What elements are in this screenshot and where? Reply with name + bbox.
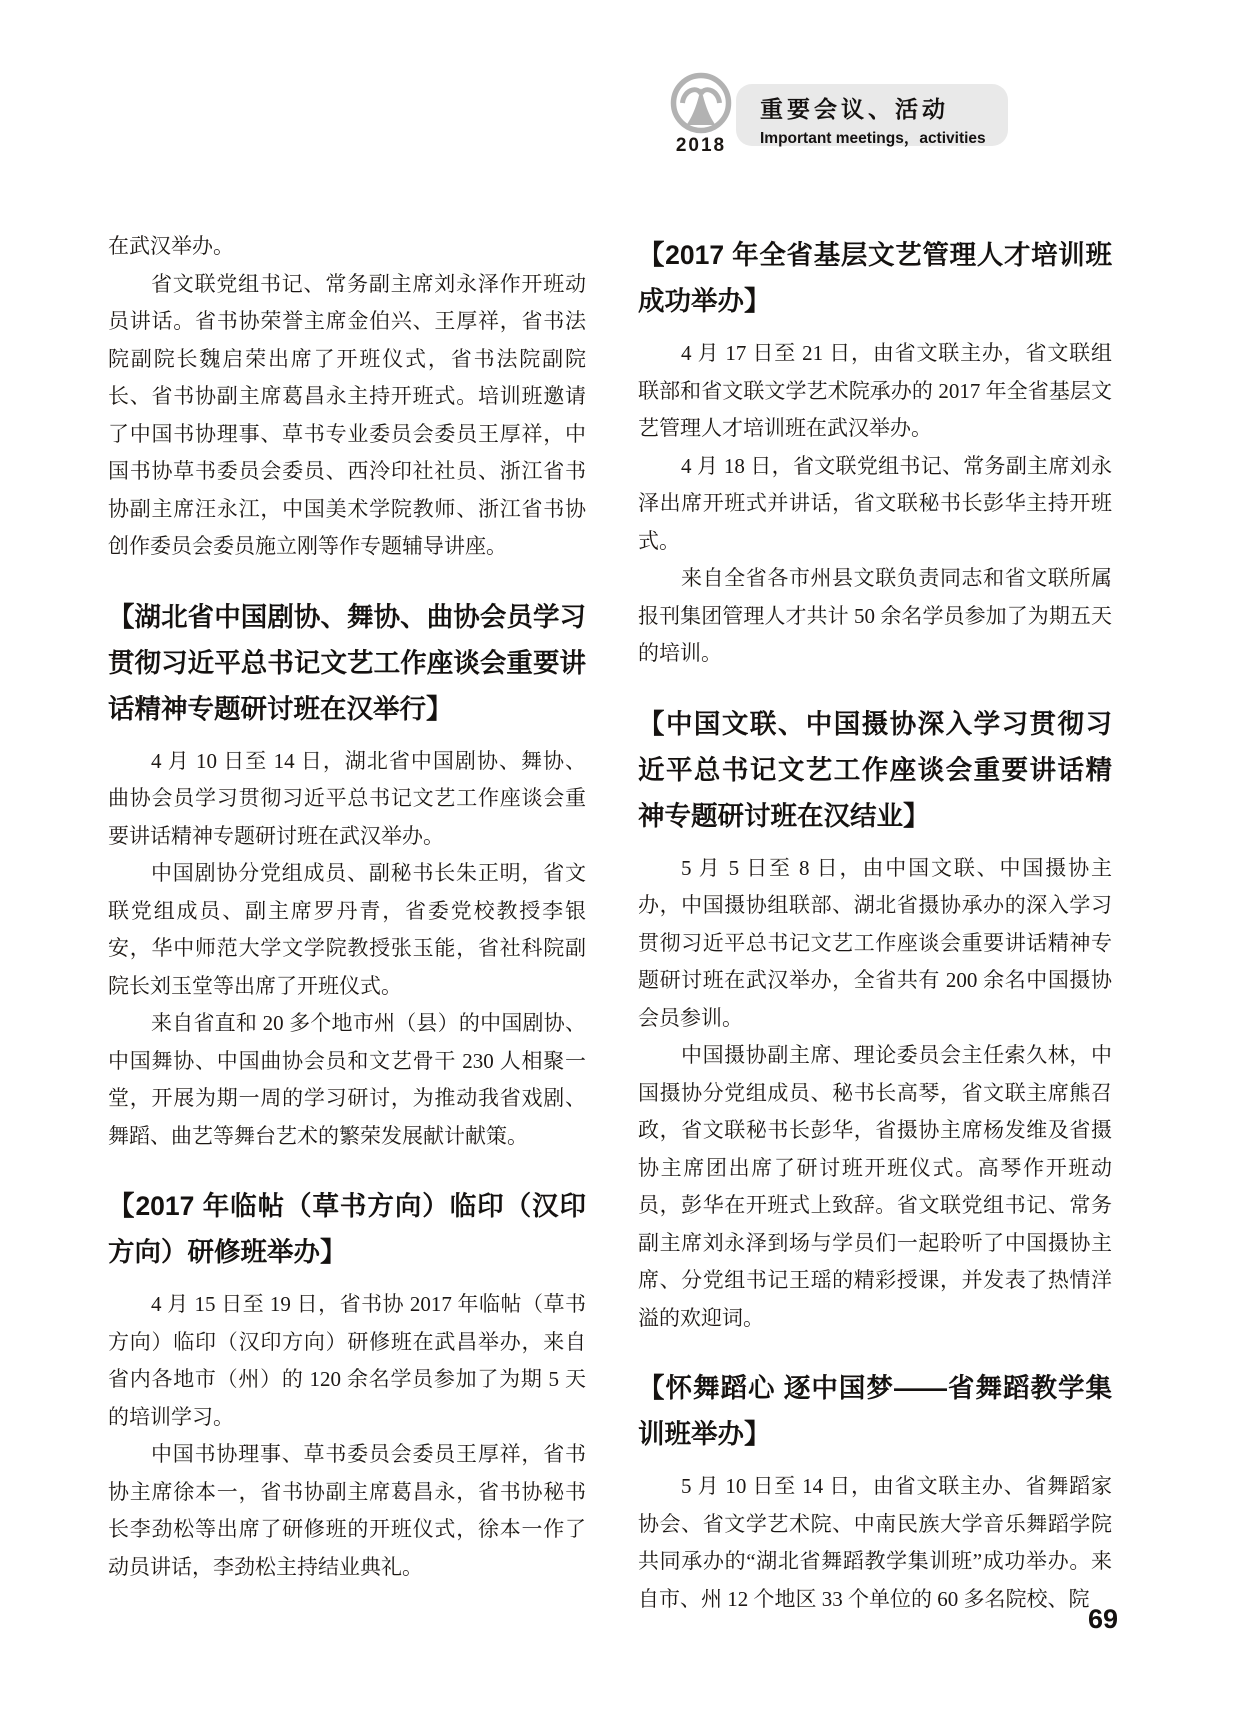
column-right (638, 228, 1112, 1618)
article-paragraph: 5 月 5 日至 8 日，由中国文联、中国摄协主办，中国摄协组联部、湖北省摄协承办的深入学习贯彻习近平总书记文艺工作座谈会重要讲话精神专题研讨班在武汉举办，全省共有 200 余名中国摄协会员参训。 (638, 855, 1112, 1030)
column-left (108, 228, 586, 1586)
article-heading: 【怀舞蹈心 逐中国梦——省舞蹈教学集训班举办】 (638, 1373, 1112, 1449)
article-heading: 【2017 年全省基层文艺管理人才培训班成功举办】 (638, 240, 1112, 316)
article-heading: 【湖北省中国剧协、舞协、曲协会员学习贯彻习近平总书记文艺工作座谈会重要讲话精神专题研讨班在汉举行】 (108, 601, 586, 724)
page-number: 69 (1087, 1604, 1119, 1634)
article-paragraph: 省文联党组书记、常务副主席刘永泽作开班动员讲话。省书协荣誉主席金伯兴、王厚祥，省书法院副院长魏启荣出席了开班仪式，省书法院副院长、省书协副主席葛昌永主持开班式。培训班邀请了中国书协理事、草书专业委员会委员王厚祥，中国书协草书委员会委员、西泠印社社员、浙江省书协副主席汪永江，中国美术学院教师、浙江省书协创作委员会委员施立刚等作专题辅导讲座。 (108, 271, 586, 558)
article-paragraph: 中国摄协副主席、理论委员会主任索久林，中国摄协分党组成员、秘书长高琴，省文联主席熊召政，省文联秘书长彭华，省摄协主席杨发维及省摄协主席团出席了研讨班开班仪式。高琴作开班动员，彭华在开班式上致辞。省文联党组书记、常务副主席刘永泽到场与学员们一起聆听了中国摄协主席、分党组书记王瑶的精彩授课，并发表了热情洋溢的欢迎词。 (638, 1043, 1112, 1330)
logo-year: 2018 (675, 135, 727, 156)
federation-logo-icon (670, 72, 732, 134)
article-paragraph: 中国剧协分党组成员、副秘书长朱正明，省文联党组成员、副主席罗丹青，省委党校教授李银安，华中师范大学文学院教授张玉能，省社科院副院长刘玉堂等出席了开班仪式。 (108, 861, 586, 998)
article-paragraph: 来自全省各市州县文联负责同志和省文联所属报刊集团管理人才共计 50 余名学员参加了为期五天的培训。 (638, 566, 1112, 665)
article-paragraph: 4 月 17 日至 21 日，由省文联主办，省文联组联部和省文联文学艺术院承办的 2017 年全省基层文艺管理人才培训班在武汉举办。 (638, 341, 1112, 440)
article-paragraph: 在武汉举办。 (108, 234, 234, 258)
section-banner (736, 84, 1008, 146)
article-paragraph: 4 月 18 日，省文联党组书记、常务副主席刘永泽出席开班式并讲话，省文联秘书长彭华主持开班式。 (638, 453, 1112, 553)
logo (663, 72, 739, 157)
article-paragraph: 5 月 10 日至 14 日，由省文联主办、省舞蹈家协会、省文学艺术院、中南民族大学音乐舞蹈学院共同承办的“湖北省舞蹈教学集训班”成功举办。来自市、州 12 个地区 33 个单位的 60 多名院校、院 (638, 1474, 1112, 1611)
article-heading: 【中国文联、中国摄协深入学习贯彻习近平总书记文艺工作座谈会重要讲话精神专题研讨班在汉结业】 (638, 708, 1112, 831)
article-paragraph: 4 月 15 日至 19 日，省书协 2017 年临帖（草书方向）临印（汉印方向）研修班在武昌举办，来自省内各地市（州）的 120 余名学员参加了为期 5 天的培训学习。 (108, 1292, 586, 1429)
article-heading: 【2017 年临帖（草书方向）临印（汉印方向）研修班举办】 (108, 1191, 586, 1267)
article-paragraph: 4 月 10 日至 14 日，湖北省中国剧协、舞协、曲协会员学习贯彻习近平总书记文艺工作座谈会重要讲话精神专题研讨班在武汉举办。 (108, 748, 586, 848)
article-paragraph: 中国书协理事、草书委员会委员王厚祥，省书协主席徐本一，省书协副主席葛昌永，省书协秘书长李劲松等出席了研修班的开班仪式，徐本一作了动员讲话，李劲松主持结业典礼。 (108, 1442, 586, 1579)
banner-title: 重要会议、活动 (760, 96, 949, 122)
article-paragraph: 来自省直和 20 多个地市州（县）的中国剧协、中国舞协、中国曲协会员和文艺骨干 230 人相聚一堂，开展为期一周的学习研讨，为推动我省戏剧、舞蹈、曲艺等舞台艺术的繁荣发展献计献策。 (108, 1011, 586, 1148)
banner-subtitle: Important meetings，activities (760, 130, 986, 147)
